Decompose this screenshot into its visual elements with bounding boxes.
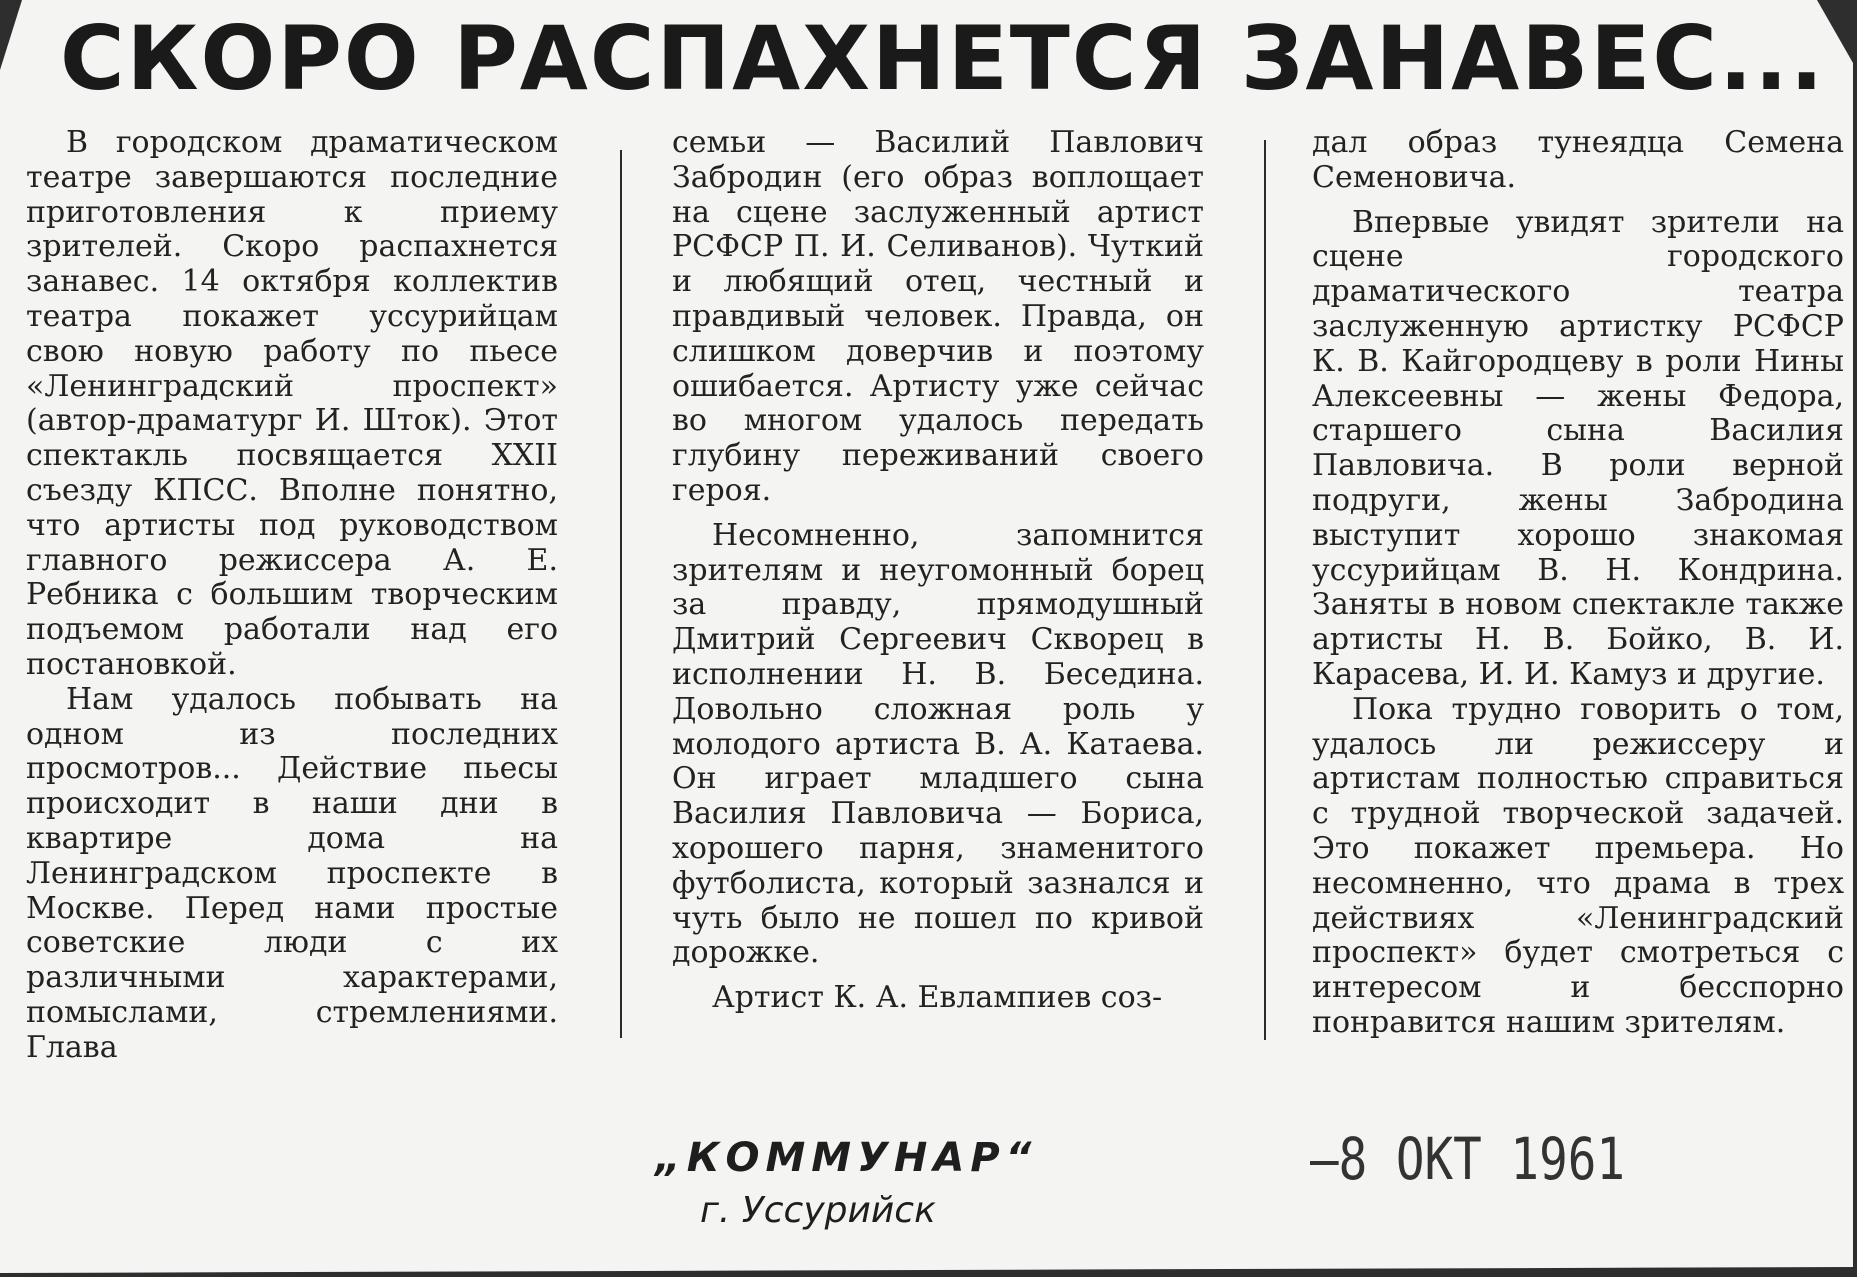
article-headline: СКОРО РАСПАХНЕТСЯ ЗАНАВЕС... bbox=[60, 7, 1826, 110]
article-column-2 bbox=[672, 126, 1204, 1016]
column-1-paragraph-2: Нам удалось побывать на одном из последних просмотров... Действие пьесы происходит в наши дни в квартире дома на Ленинградском проспекте в Москве. Перед нами простые советские люди с их различными характерами, помыслами, стремлениями. Глава bbox=[26, 681, 558, 1065]
right-edge-shadow bbox=[1853, 0, 1857, 1277]
column-2-paragraph-2: Несомненно, запомнится зрителям и неугомонный борец за правду, прямодушный Дмитрий Сергеевич Скворец в исполнении Н. В. Беседина. Довольно сложная роль у молодого артиста В. А. Катаева. Он играет младшего сына Василия Павловича — Бориса, хорошего парня, знаменитого футболиста, который зазнался и чуть было не пошел по кривой дорожке. bbox=[672, 517, 1204, 971]
article-column-1 bbox=[26, 126, 558, 1066]
date-stamp: —8 ОКТ 1961 bbox=[1310, 1125, 1625, 1193]
column-divider-1 bbox=[620, 150, 622, 1038]
bottom-edge-shadow bbox=[0, 1267, 1857, 1277]
article-column-3 bbox=[1312, 126, 1844, 1041]
column-3-paragraph-1: дал образ тунеядца Семена Семеновича. bbox=[1312, 125, 1844, 195]
column-2-paragraph-1: семьи — Василий Павлович Забродин (его образ воплощает на сцене заслуженный артист РСФСР П. И. Селиванов). Чуткий и любящий отец, честный и правдивый человек. Правда, он слишком доверчив и поэтому ошибается. Артисту уже сейчас во многом удалось передать глубину переживаний своего героя. bbox=[672, 125, 1204, 508]
top-left-edge-shadow bbox=[0, 0, 22, 70]
column-1-paragraph-1: В городском драматическом театре завершаются последние приготовления к приему зрителей. Скоро распахнется занавес. 14 октября коллектив театра покажет уссурийцам свою новую работу по пьесе «Ленинградский проспект» (автор-драматург И. Шток). Этот спектакль посвящается XXII съезду КПСС. Вполне понятно, что артисты под руководством главного режиссера А. Е. Ребника с большим творческим подъемом работали над его постановкой. bbox=[26, 125, 558, 682]
city-stamp: г. Уссурийск bbox=[700, 1190, 936, 1231]
column-2-paragraph-3: Артист К. А. Евлампиев соз- bbox=[712, 980, 1163, 1016]
column-3-paragraph-3: Пока трудно говорить о том, удалось ли режиссеру и артистам полностью справиться с трудной творческой задачей. Это покажет премьера. Но несомненно, что драма в трех действиях «Ленинградский проспект» будет смотреться с интересом и бесспорно понравится нашим зрителям. bbox=[1312, 691, 1844, 1040]
column-3-paragraph-2: Впервые увидят зрители на сцене городского драматического театра заслуженную артистку РСФСР К. В. Кайгородцеву в роли Нины Алексеевны — жены Федора, старшего сына Василия Павловича. В роли верной подруги, жены Забродина выступит хорошо знакомая уссурийцам В. Н. Кондрина. Заняты в новом спектакле также артисты Н. В. Бойко, В. И. Карасева, И. И. Камуз и другие. bbox=[1312, 204, 1844, 692]
column-divider-2 bbox=[1264, 140, 1266, 1040]
newspaper-name-stamp: „КОММУНАР“ bbox=[655, 1135, 1038, 1181]
